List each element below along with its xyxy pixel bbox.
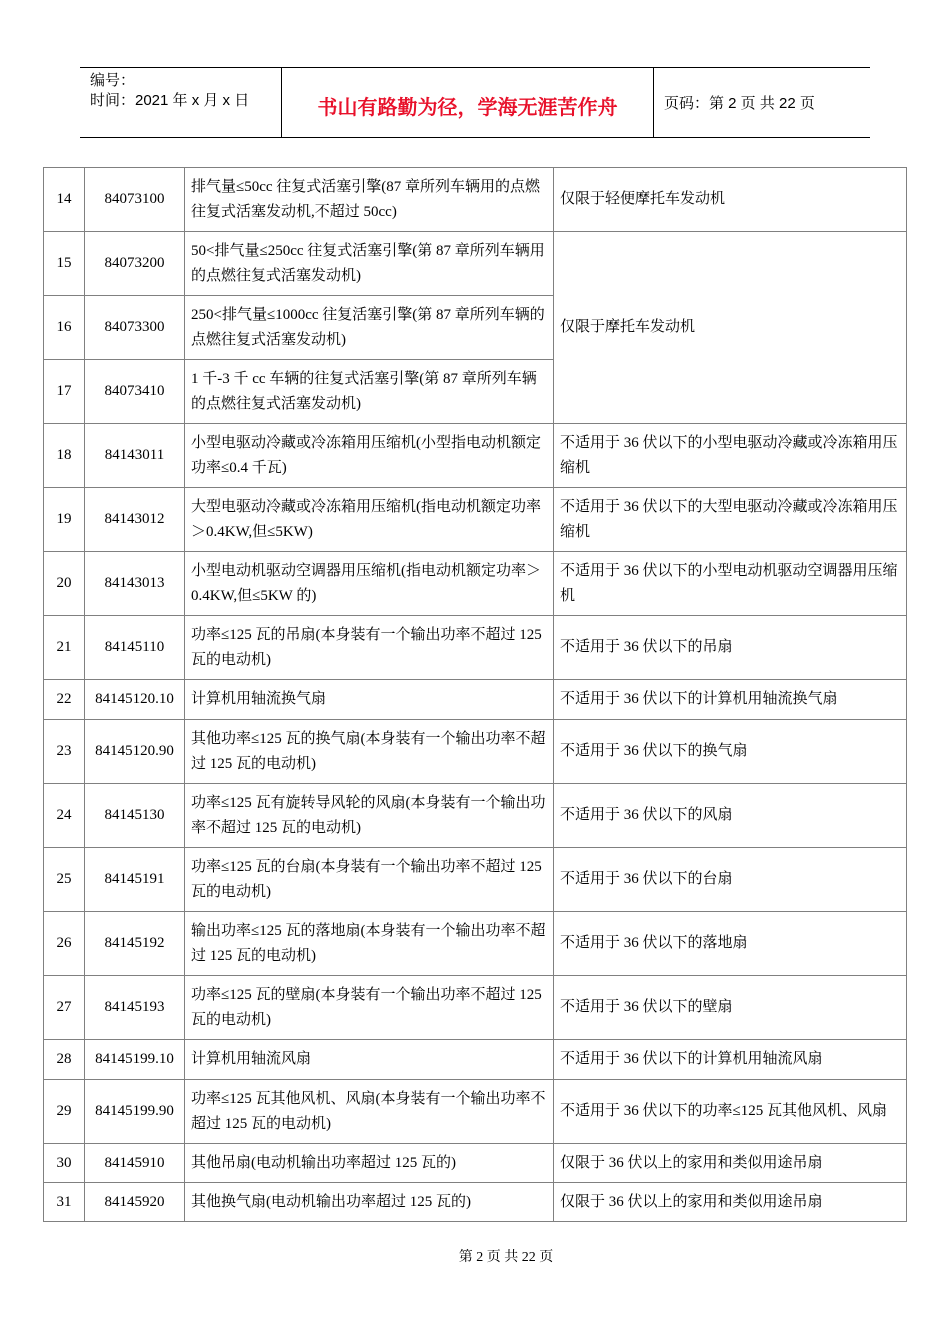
hs-code: 84073200: [85, 232, 185, 296]
hs-code: 84145199.90: [85, 1080, 185, 1144]
scope-note: 不适用于 36 伏以下的吊扇: [554, 616, 907, 680]
row-number: 25: [44, 848, 85, 912]
document-number-label: 编号：: [90, 72, 136, 89]
table-row: [44, 1040, 907, 1080]
product-description: 其他功率≤125 瓦的换气扇(本身装有一个输出功率不超过 125 瓦的电动机): [185, 720, 554, 784]
hs-code: 84145191: [85, 848, 185, 912]
hs-code: 84145199.10: [85, 1040, 185, 1080]
product-description: 计算机用轴流风扇: [185, 1040, 554, 1080]
header-motto: 书山有路勤为径，学海无涯苦作舟: [282, 68, 654, 137]
hs-code: 84145910: [85, 1144, 185, 1183]
product-description: 功率≤125 瓦的壁扇(本身装有一个输出功率不超过 125 瓦的电动机): [185, 976, 554, 1040]
scope-note: 仅限于 36 伏以上的家用和类似用途吊扇: [554, 1144, 907, 1183]
hs-code: 84145193: [85, 976, 185, 1040]
row-number: 24: [44, 784, 85, 848]
table-row: [44, 616, 907, 680]
table-row: [44, 1144, 907, 1183]
scope-note: 不适用于 36 伏以下的小型电驱动冷藏或冷冻箱用压缩机: [554, 424, 907, 488]
product-description: 小型电动机驱动空调器用压缩机(指电动机额定功率＞0.4KW,但≤5KW 的): [185, 552, 554, 616]
row-number: 17: [44, 360, 85, 424]
table-row: [44, 912, 907, 976]
row-number: 20: [44, 552, 85, 616]
product-description: 功率≤125 瓦的吊扇(本身装有一个输出功率不超过 125 瓦的电动机): [185, 616, 554, 680]
row-number: 23: [44, 720, 85, 784]
product-description: 小型电驱动冷藏或冷冻箱用压缩机(小型指电动机额定功率≤0.4 千瓦): [185, 424, 554, 488]
scope-note: 仅限于轻便摩托车发动机: [554, 168, 907, 232]
product-description: 功率≤125 瓦其他风机、风扇(本身装有一个输出功率不超过 125 瓦的电动机): [185, 1080, 554, 1144]
scope-note: 不适用于 36 伏以下的计算机用轴流风扇: [554, 1040, 907, 1080]
table-row: [44, 552, 907, 616]
scope-note: 不适用于 36 伏以下的功率≤125 瓦其他风机、风扇: [554, 1080, 907, 1144]
table-row: [44, 784, 907, 848]
row-number: 21: [44, 616, 85, 680]
product-description: 功率≤125 瓦有旋转导风轮的风扇(本身装有一个输出功率不超过 125 瓦的电动机): [185, 784, 554, 848]
scope-note: 不适用于 36 伏以下的换气扇: [554, 720, 907, 784]
row-number: 31: [44, 1183, 85, 1222]
row-number: 28: [44, 1040, 85, 1080]
row-number: 14: [44, 168, 85, 232]
catalog-table: [43, 167, 907, 1222]
row-number: 27: [44, 976, 85, 1040]
table-row: [44, 680, 907, 720]
table-row: [44, 1183, 907, 1222]
row-number: 15: [44, 232, 85, 296]
row-number: 26: [44, 912, 85, 976]
table-row: [44, 488, 907, 552]
row-number: 18: [44, 424, 85, 488]
table-row: [44, 232, 907, 296]
hs-code: 84145120.10: [85, 680, 185, 720]
table-row: [44, 976, 907, 1040]
product-description: 250<排气量≤1000cc 往复活塞引擎(第 87 章所列车辆的点燃往复式活塞发动机): [185, 296, 554, 360]
product-description: 其他换气扇(电动机输出功率超过 125 瓦的): [185, 1183, 554, 1222]
header-page-code: 页码：第 2 页 共 22 页: [664, 95, 815, 112]
row-number: 22: [44, 680, 85, 720]
row-number: 29: [44, 1080, 85, 1144]
product-description: 大型电驱动冷藏或冷冻箱用压缩机(指电动机额定功率＞0.4KW,但≤5KW): [185, 488, 554, 552]
header-meta: [80, 68, 282, 137]
table-row: [44, 1080, 907, 1144]
hs-code: 84145110: [85, 616, 185, 680]
hs-code: 84143013: [85, 552, 185, 616]
hs-code: 84143012: [85, 488, 185, 552]
scope-note: 不适用于 36 伏以下的计算机用轴流换气扇: [554, 680, 907, 720]
scope-note: 不适用于 36 伏以下的台扇: [554, 848, 907, 912]
scope-note: 不适用于 36 伏以下的壁扇: [554, 976, 907, 1040]
scope-note: 仅限于摩托车发动机: [554, 232, 907, 424]
hs-code: 84145920: [85, 1183, 185, 1222]
product-description: 计算机用轴流换气扇: [185, 680, 554, 720]
table-row: [44, 168, 907, 232]
product-description: 1 千-3 千 cc 车辆的往复式活塞引擎(第 87 章所列车辆的点燃往复式活塞发动机): [185, 360, 554, 424]
table-row: [44, 424, 907, 488]
product-description: 50<排气量≤250cc 往复式活塞引擎(第 87 章所列车辆用的点燃往复式活塞发动机): [185, 232, 554, 296]
table-row: [44, 720, 907, 784]
table-row: [44, 848, 907, 912]
scope-note: 不适用于 36 伏以下的大型电驱动冷藏或冷冻箱用压缩机: [554, 488, 907, 552]
page-footer: 第 2 页 共 22 页: [458, 1250, 554, 1265]
product-description: 其他吊扇(电动机输出功率超过 125 瓦的): [185, 1144, 554, 1183]
product-description: 排气量≤50cc 往复式活塞引擎(87 章所列车辆用的点燃往复式活塞发动机,不超过 50cc): [185, 168, 554, 232]
hs-code: 84145120.90: [85, 720, 185, 784]
product-description: 输出功率≤125 瓦的落地扇(本身装有一个输出功率不超过 125 瓦的电动机): [185, 912, 554, 976]
hs-code: 84073410: [85, 360, 185, 424]
scope-note: 仅限于 36 伏以上的家用和类似用途吊扇: [554, 1183, 907, 1222]
scope-note: 不适用于 36 伏以下的风扇: [554, 784, 907, 848]
product-description: 功率≤125 瓦的台扇(本身装有一个输出功率不超过 125 瓦的电动机): [185, 848, 554, 912]
hs-code: 84143011: [85, 424, 185, 488]
row-number: 30: [44, 1144, 85, 1183]
row-number: 19: [44, 488, 85, 552]
document-date: 时间：2021 年 x 月 x 日: [90, 92, 250, 109]
scope-note: 不适用于 36 伏以下的小型电动机驱动空调器用压缩机: [554, 552, 907, 616]
hs-code: 84073100: [85, 168, 185, 232]
hs-code: 84145130: [85, 784, 185, 848]
hs-code: 84145192: [85, 912, 185, 976]
page-header: [80, 67, 870, 138]
row-number: 16: [44, 296, 85, 360]
scope-note: 不适用于 36 伏以下的落地扇: [554, 912, 907, 976]
hs-code: 84073300: [85, 296, 185, 360]
